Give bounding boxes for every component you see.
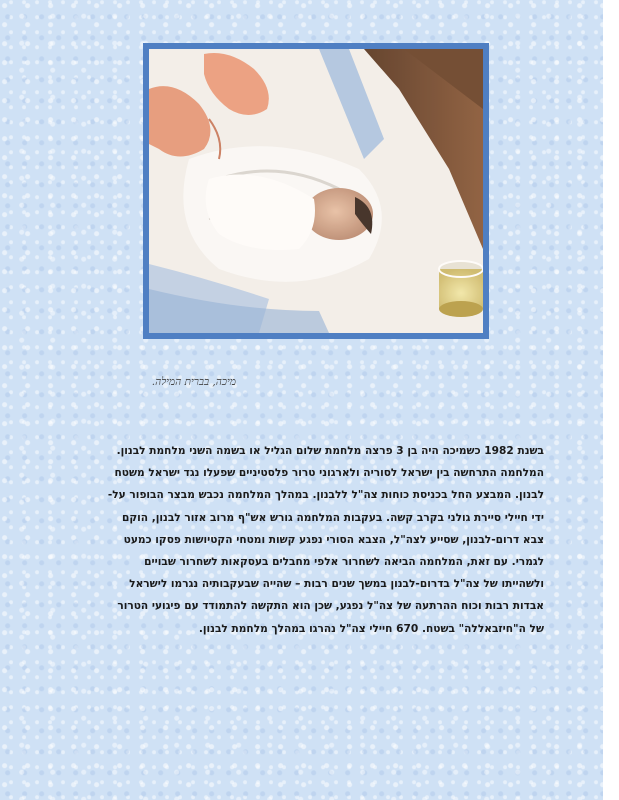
paragraph-line: המלחמה התרחשה בין ישראל לסוריה ולארגוני טרור פלסטיניים שפעלו נגד ישראל משטח bbox=[114, 467, 544, 480]
history-paragraph bbox=[62, 440, 544, 640]
baby-photo-icon bbox=[149, 49, 483, 333]
photo-frame bbox=[143, 43, 489, 339]
paragraph-line: צבא דרום-לבנון, שסייע לצה"ל, הצבא הסורי נפגע קשות ומטחי הקטיושות פסקו כמעט bbox=[123, 533, 544, 546]
paragraph-line: לגמרי. עם זאת, המלחמה הביאה לשחרור אלפי מחבלים בעסקאות לשחרור שבויים bbox=[144, 556, 544, 569]
paragraph-line: ידי חיילי סיירת גולני בקרב קשה. בעקבות המלחמה גורש אש"ף מרוב אזור לבנון, הוקם bbox=[121, 511, 544, 524]
paragraph-line: לבנון. המבצע החל בכניסת כוחות צה"ל ללבנון. במהלך המלחמה נכבש מבצר הבופור על- bbox=[107, 489, 544, 502]
paragraph-line: ולשהייתו של צה"ל בדרום-לבנון במשך שנים רבות – שהייה שבעקבותיה נגרמו לישראל bbox=[129, 578, 544, 591]
photo-caption: מיכה, בברית המילה. bbox=[151, 376, 236, 388]
paragraph-line: בשנת 1982 כשמיכה היה בן 3 פרצה מלחמת שלום הגליל או בשמה השני מלחמת לבנון. bbox=[116, 445, 544, 457]
paragraph-line: של ה"חיזבאללה" בשטח. 670 חיילי צה"ל נהרגו במהלך מלחמת לבנון. bbox=[198, 622, 544, 635]
paragraph-line: אבדות רבות וכוח ההרתעה של צה"ל נפגע, שכן הוא התקשה להתמודד עם פיגועי הטרור bbox=[117, 600, 544, 613]
